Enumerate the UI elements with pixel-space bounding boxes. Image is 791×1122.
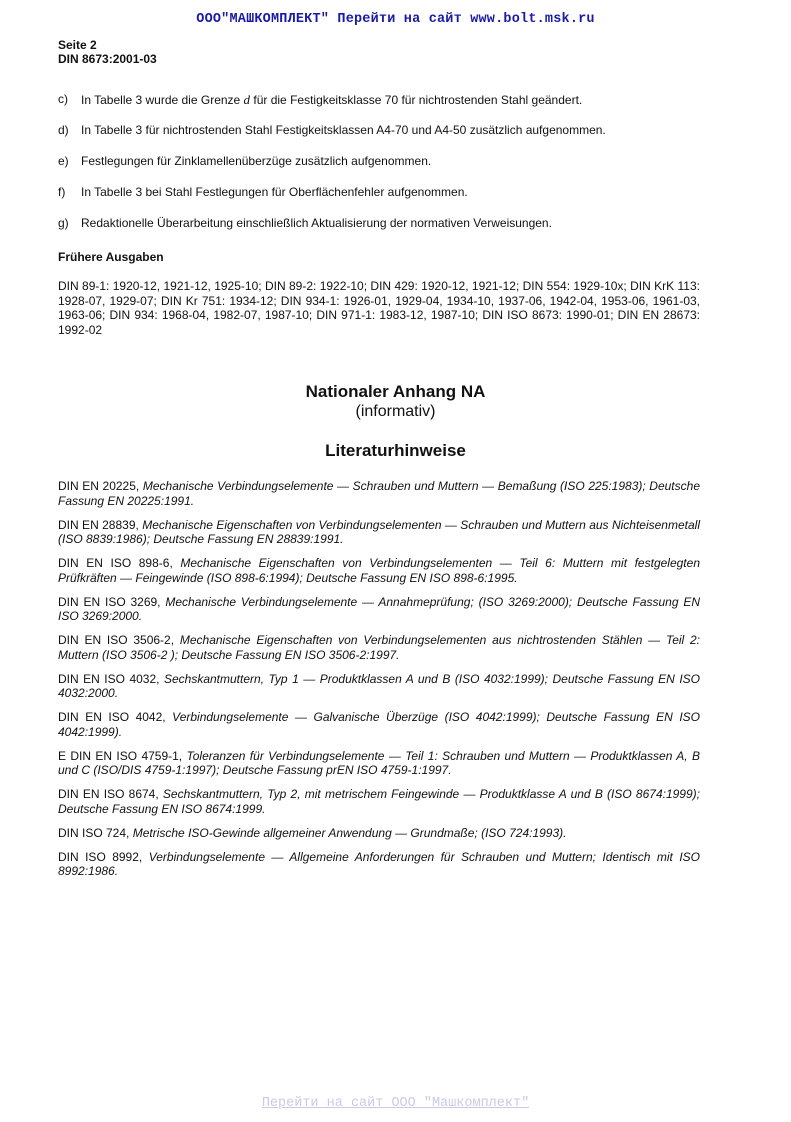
reference-id: DIN EN ISO 3506-2, <box>58 633 175 647</box>
bibliography-list <box>58 479 700 888</box>
list-item-marker: e) <box>58 154 69 168</box>
previous-editions <box>58 250 700 337</box>
reference-id: DIN EN ISO 898-6, <box>58 556 173 570</box>
list-item <box>58 710 700 739</box>
reference-title: Mechanische Verbindungselemente — Annahmeprüfung; (ISO 3269:2000); Deutsche Fassung EN ISO 3269:2000. <box>58 594 700 623</box>
reference-id: DIN EN 20225, <box>58 479 140 493</box>
reference-id: DIN EN ISO 4032, <box>58 671 160 686</box>
annex-title: Nationaler Anhang NA <box>305 382 486 401</box>
reference-id: DIN EN ISO 3269, <box>58 594 161 609</box>
reference-title: Metrische ISO-Gewinde allgemeiner Anwendung — Grundmaße; (ISO 724:1993). <box>132 825 567 840</box>
list-item-marker: d) <box>58 123 69 137</box>
reference-title: Verbindungselemente — Galvanische Überzüge (ISO 4042:1999); Deutsche Fassung EN ISO 4042:1999). <box>58 710 700 739</box>
site-banner-link[interactable]: ООО"МАШКОМПЛЕКТ" Перейти на сайт www.bolt.msk.ru <box>196 12 595 27</box>
reference-id: DIN EN 28839, <box>58 517 139 532</box>
footer-site-link[interactable]: Перейти на сайт ООО "Машкомплект" <box>261 1096 530 1111</box>
list-item <box>58 595 700 624</box>
list-item <box>58 633 700 662</box>
reference-title: Sechskantmuttern, Typ 1 — Produktklassen A und B (ISO 4032:1999); Deutsche Fassung EN ISO 4032:2000. <box>58 671 700 700</box>
list-item-marker: f) <box>58 185 66 199</box>
list-item <box>58 154 708 185</box>
list-item <box>58 92 708 123</box>
annex-subtitle: (informativ) <box>355 403 436 420</box>
reference-title: Toleranzen für Verbindungselemente — Teil 1: Schrauben und Muttern — Produktklassen A, B und C (ISO/DIS 4759-1:1997); Deutsche Fassung prEN ISO 4759-1:1997. <box>58 748 700 777</box>
section-heading: Frühere Ausgaben <box>58 250 164 264</box>
list-item-text: In Tabelle 3 wurde die Grenze d für die Festigkeitsklasse 70 für nichtrostenden Stahl geändert. <box>81 92 583 107</box>
previous-editions-text: DIN 89-1: 1920-12, 1921-12, 1925-10; DIN 89-2: 1922-10; DIN 429: 1920-12, 1921-12; DIN 554: 1929-10x; DIN KrK 113: 1928-07, 1929-07; DIN Kr 751: 1934-12; DIN 934-1: 1926-01, 1929-04, 1934-10, 1937-06, 1942-04, 1953-06, 1961-03, 1963-06; DIN 934: 1968-04, 1982-07, 1987-10; DIN 971-1: 1983-12, 1987-10; DIN ISO 8673: 1990-01; DIN EN 28673: 1992-02 <box>58 279 700 337</box>
list-item <box>58 826 700 841</box>
bibliography-heading: Literaturhinweise <box>325 441 466 460</box>
list-item <box>58 556 700 585</box>
list-item <box>58 216 708 247</box>
reference-id: DIN ISO 724, <box>58 825 130 840</box>
reference-title: Sechskantmuttern, Typ 2, mit metrischem Feingewinde — Produktklasse A und B (ISO 8674:1999); Deutsche Fassung EN ISO 8674:1999. <box>58 787 700 816</box>
list-item <box>58 479 700 508</box>
reference-title: Mechanische Verbindungselemente — Schrauben und Muttern — Bemaßung (ISO 225:1983); Deutsche Fassung EN 20225:1991. <box>58 479 700 508</box>
page-number: Seite 2 <box>58 38 97 52</box>
list-item-text: Festlegungen für Zinklamellenüberzüge zusätzlich aufgenommen. <box>81 154 432 168</box>
page-header <box>58 38 157 66</box>
reference-title: Mechanische Eigenschaften von Verbindungselementen aus nichtrostenden Stählen — Teil 2: Muttern (ISO 3506-2 ); Deutsche Fassung EN ISO 3506-2:1997. <box>58 633 700 662</box>
list-item <box>58 123 708 154</box>
reference-title: Mechanische Eigenschaften von Verbindungselementen — Teil 6: Muttern mit festgelegten Prüfkräften — Feingewinde (ISO 898-6:1994); Deutsche Fassung EN ISO 898-6:1995. <box>58 556 700 585</box>
change-list <box>58 92 708 247</box>
list-item-text: Redaktionelle Überarbeitung einschließlich Aktualisierung der normativen Verweisungen. <box>81 216 552 230</box>
reference-title: Mechanische Eigenschaften von Verbindungselementen — Schrauben und Muttern aus Nichteisenmetall (ISO 8839:1986); Deutsche Fassung EN 28839:1991. <box>58 517 700 546</box>
reference-id: DIN ISO 8992, <box>58 849 143 864</box>
reference-id: DIN EN ISO 4042, <box>58 710 166 724</box>
list-item <box>58 672 700 701</box>
list-item-marker: g) <box>58 216 69 230</box>
reference-title: Verbindungselemente — Allgemeine Anforderungen für Schrauben und Muttern; Identisch mit ISO 8992:1986. <box>58 849 700 878</box>
list-item <box>58 850 700 879</box>
reference-id: E DIN EN ISO 4759-1, <box>58 748 183 763</box>
list-item-text: In Tabelle 3 für nichtrostenden Stahl Festigkeitsklassen A4-70 und A4-50 zusätzlich aufgenommen. <box>81 123 606 137</box>
list-item-marker: c) <box>58 92 68 106</box>
list-item <box>58 185 708 216</box>
standard-number: DIN 8673:2001-03 <box>58 52 157 66</box>
reference-id: DIN EN ISO 8674, <box>58 787 159 801</box>
list-item <box>58 749 700 778</box>
list-item <box>58 518 700 547</box>
list-item <box>58 787 700 816</box>
list-item-text: In Tabelle 3 bei Stahl Festlegungen für Oberflächenfehler aufgenommen. <box>81 185 468 199</box>
